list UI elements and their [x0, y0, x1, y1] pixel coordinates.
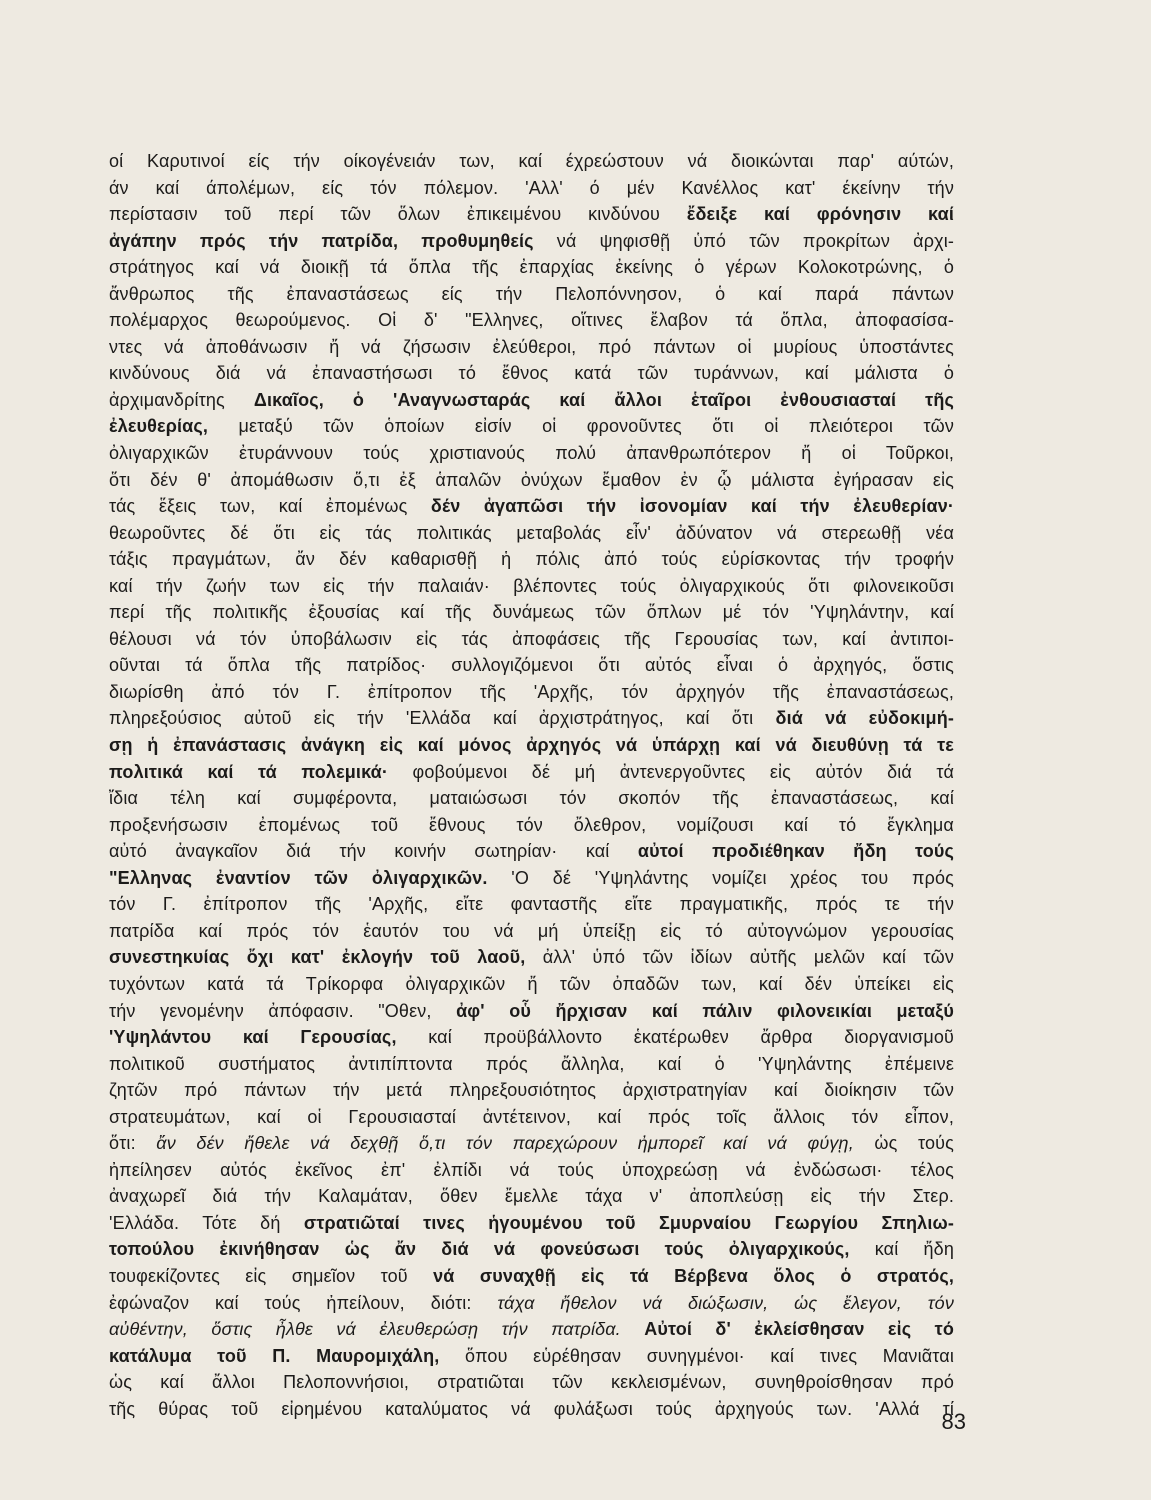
bold-text: Αὐτοί δ' ἐκλείσθησαν εἰς τό — [644, 1319, 955, 1340]
text-run: θεωροῦντες δέ ὅτι εἰς τάς πολιτικάς μεταβολάς εἶν' ἀδύνατον νά στερεωθῇ νέα — [109, 522, 954, 543]
text-run: περί τῆς πολιτικῆς ἐξουσίας καί τῆς δυνάμεως τῶν ὅπλων μέ τόν 'Υψηλάντην, καί — [109, 602, 954, 623]
text-run: ὡς τούς — [853, 1133, 954, 1154]
text-line — [109, 785, 954, 812]
text-run: μεταξύ τῶν ὁποίων εἰσίν οἱ φρονοῦντες ὅτι οἱ πλειότεροι τῶν — [208, 416, 954, 437]
bold-text: ἀγάπην πρός τήν πατρίδα, προθυμηθείς — [109, 230, 534, 251]
text-line — [109, 467, 954, 494]
text-run — [621, 1319, 644, 1339]
text-line — [109, 360, 954, 387]
text-line — [109, 387, 954, 414]
text-run: φοβούμενοι δέ μή ἀντενεργοῦντες εἰς αὐτόν διά τά — [388, 761, 954, 782]
bold-text: κατάλυμα τοῦ Π. Μαυρομιχάλη, — [109, 1345, 440, 1366]
bold-text: ἔδειξε καί φρόνησιν καί — [686, 204, 954, 225]
text-run: πατρίδα καί πρός τόν ἑαυτόν του νά μή ὑπείξῃ εἰς τό αὐτογνώμον γερουσίας — [109, 920, 954, 941]
text-line — [109, 1077, 954, 1104]
text-line — [109, 1104, 954, 1131]
text-line — [109, 307, 954, 334]
text-line — [109, 1210, 954, 1237]
text-run: ὡς καί ἄλλοι Πελοποννήσιοι, στρατιῶται τῶν κεκλεισμένων, συνηθροίσθησαν πρό — [109, 1372, 954, 1393]
text-line — [109, 1369, 954, 1396]
text-run: στράτηγος καί νά διοικῇ τά ὅπλα τῆς ἐπαρχίας ἐκείνης ὁ γέρων Κολοκοτρώνης, ὁ — [109, 257, 954, 278]
text-line — [109, 254, 954, 281]
text-line — [109, 1157, 954, 1184]
text-line — [109, 573, 954, 600]
text-line — [109, 759, 954, 786]
text-run: τάξις πραγμάτων, ἄν δέν καθαρισθῇ ἡ πόλις ἀπό τούς εὑρίσκοντας τήν τροφήν — [109, 549, 954, 570]
text-line — [109, 1316, 954, 1343]
text-line — [109, 679, 954, 706]
text-run: κινδύνους διά νά ἐπαναστήσωσι τό ἔθνος κατά τῶν τυράννων, καί μάλιστα ὁ — [109, 363, 954, 384]
text-run: διωρίσθη ἀπό τόν Γ. ἐπίτροπον τῆς 'Αρχῆς, τόν ἀρχηγόν τῆς ἐπαναστάσεως, — [109, 681, 954, 702]
bold-text: πολιτικά καί τά πολεμικά· — [109, 761, 389, 782]
text-line — [109, 201, 954, 228]
text-line — [109, 334, 954, 361]
text-run: ἠπείλησεν αὐτός ἐκεῖνος ἐπ' ἐλπίδι νά τούς ὑποχρεώσῃ νά ἐνδώσωσι· τέλος — [109, 1159, 954, 1180]
text-line — [109, 1051, 954, 1078]
text-run: 'Ο δέ 'Υψηλάντης νομίζει χρέος του πρός — [487, 867, 954, 888]
text-run: οῦνται τά ὅπλα τῆς πατρίδος· συλλογιζόμενοι ὅτι αὐτός εἶναι ὁ ἀρχηγός, ὅστις — [109, 655, 954, 676]
text-line — [109, 599, 954, 626]
text-run: 'Ελλάδα. Τότε δή — [109, 1212, 304, 1233]
text-run: άν καί άπολέμων, είς τόν πόλεμον. 'Αλλ' ό μέν Κανέλλος κατ' έκείνην τήν — [109, 177, 954, 198]
text-run: καί προϋβάλλοντο ἑκατέρωθεν ἄρθρα διοργανισμοῦ — [396, 1027, 954, 1048]
text-line — [109, 1263, 954, 1290]
text-run: ὅπου εὑρέθησαν συνηγμένοι· καί τινες Μανιᾶται — [439, 1345, 954, 1366]
bold-text: στρατιῶταί τινες ἡγουμένου τοῦ Σμυρναίου Γεωργίου Σπηλιω- — [303, 1212, 954, 1233]
text-run: τήν γενομένην ἀπόφασιν. "Οθεν, — [109, 1000, 457, 1021]
text-run: ζητῶν πρό πάντων τήν μετά πληρεξουσιότητος ἀρχιστρατηγίαν καί διοίκησιν τῶν — [109, 1080, 954, 1101]
text-run: οί Καρυτινοί είς τήν οίκογένειάν των, καί έχρεώστουν νά διοικώνται παρ' αύτών, — [109, 151, 954, 171]
text-line — [109, 413, 954, 440]
text-line — [109, 175, 954, 202]
page-number: 83 — [941, 1409, 966, 1434]
text-line — [109, 891, 954, 918]
text-run: πληρεξούσιος αὐτοῦ εἰς τήν 'Ελλάδα καί ἀρχιστράτηγος, καί ὅτι — [109, 708, 776, 729]
text-run: ὀλιγαρχικῶν ἐτυράννουν τούς χριστιανούς πολύ ἀπανθρωπότερον ἤ οἱ Τοῦρκοι, — [109, 443, 954, 464]
text-run: ἀλλ' ὑπό τῶν ἰδίων αὐτῆς μελῶν καί τῶν — [525, 947, 954, 968]
text-run: ὅτι: — [109, 1133, 157, 1154]
text-run: ὅτι δέν θ' ἀπομάθωσιν ὅ,τι ἐξ ἁπαλῶν ὀνύχων ἔμαθον ἐν ᾧ μάλιστα ἐγήρασαν εἰς — [109, 469, 954, 490]
text-line — [109, 148, 954, 175]
text-line — [109, 1396, 954, 1423]
text-line — [109, 281, 954, 308]
bold-text: 'Υψηλάντου καί Γερουσίας, — [109, 1027, 397, 1048]
text-line — [109, 998, 954, 1025]
text-run: ἴδια τέλη καί συμφέροντα, ματαιώσωσι τόν σκοπόν τῆς ἐπαναστάσεως, καί — [109, 788, 954, 809]
bold-text: τοπούλου ἐκινήθησαν ὡς ἄν διά νά φονεύσωσι τούς ὀλιγαρχικούς, — [109, 1239, 850, 1260]
bold-text: "Ελληνας ἐναντίον τῶν ὀλιγαρχικῶν. — [109, 867, 488, 888]
bold-text: νά συναχθῇ εἰς τά Βέρβενα ὅλος ὁ στρατός, — [433, 1265, 955, 1286]
italic-text: αὐθέντην, ὅστις ἦλθε νά ἐλευθερώσῃ τήν πατρίδα. — [109, 1319, 621, 1340]
text-run: καί ἤδη — [849, 1239, 954, 1260]
text-line — [109, 228, 954, 255]
text-run: ἀναχωρεῖ διά τήν Καλαμάταν, ὅθεν ἔμελλε τάχα ν' ἀποπλεύσῃ εἰς τήν Στερ. — [109, 1186, 954, 1207]
text-line — [109, 812, 954, 839]
text-line — [109, 944, 954, 971]
text-run: πολιτικοῦ συστήματος ἀντιπίπτοντα πρός ἄλληλα, καί ὁ 'Υψηλάντης ἐπέμεινε — [109, 1053, 954, 1074]
bold-text: Δικαῖος, ὁ 'Αναγνωσταράς καί ἄλλοι ἑταῖροι ἐνθουσιασταί τῆς — [253, 389, 954, 410]
text-run: προξενήσωσιν ἐπομένως τοῦ ἔθνους τόν ὄλεθρον, νομίζουσι καί τό ἔγκλημα — [109, 814, 954, 835]
italic-text: ἄν δέν ἤθελε νά δεχθῇ ὅ,τι τόν παρεχώρουν ἠμπορεῖ καί νά φύγῃ, — [156, 1133, 854, 1154]
bold-text: ἐλευθερίας, — [109, 416, 209, 437]
text-line — [109, 440, 954, 467]
text-run: ἀρχιμανδρίτης — [109, 389, 254, 410]
text-line — [109, 1290, 954, 1317]
body-text — [109, 148, 954, 1422]
text-line — [109, 1130, 954, 1157]
text-line — [109, 1024, 954, 1051]
text-line — [109, 971, 954, 998]
text-run: ἐφώναζον καί τούς ἠπείλουν, διότι: — [109, 1292, 498, 1313]
text-line — [109, 918, 954, 945]
text-line — [109, 493, 954, 520]
text-run: ἄνθρωπος τῆς ἐπαναστάσεως είς τήν Πελοπόννησον, ὁ καί παρά πάντων — [109, 283, 954, 304]
text-line — [109, 1236, 954, 1263]
text-run: τουφεκίζοντες εἰς σημεῖον τοῦ — [109, 1265, 434, 1286]
bold-text: δέν ἀγαπῶσι τήν ἰσονομίαν καί τήν ἐλευθερίαν· — [430, 496, 954, 517]
text-run: ντες νά ἀποθάνωσιν ἤ νά ζήσωσιν ἐλεύθεροι, πρό πάντων οἱ μυρίους ὑποστάντες — [109, 336, 954, 357]
text-line — [109, 1343, 954, 1370]
italic-text: τάχα ἤθελον νά διώξωσιν, ὡς ἔλεγον, τόν — [497, 1292, 954, 1313]
bold-text: συνεστηκυίας ὄχι κατ' ἐκλογήν τοῦ λαοῦ, — [109, 947, 526, 968]
bold-text: ἀφ' οὗ ἤρχισαν καί πάλιν φιλονεικίαι μεταξύ — [456, 1000, 955, 1021]
text-run: καί τήν ζωήν των εἰς τήν παλαιάν· βλέποντες τούς ὀλιγαρχικούς ὅτι φιλονεικοῦσι — [109, 575, 954, 596]
text-line — [109, 626, 954, 653]
text-line — [109, 1183, 954, 1210]
text-run: στρατευμάτων, καί οἱ Γερουσιασταί ἀντέτεινον, καί πρός τοῖς ἄλλοις τόν εἶπον, — [109, 1106, 954, 1127]
text-run: τῆς θύρας τοῦ εἰρημένου καταλύματος νά φυλάξωσι τούς ἀρχηγούς των. 'Αλλά τί — [109, 1398, 954, 1419]
bold-text: διά νά εὐδοκιμή- — [775, 708, 955, 729]
text-run: τόν Γ. ἐπίτροπον τῆς 'Αρχῆς, εἴτε φανταστῆς εἴτε πραγματικῆς, πρός τε τήν — [109, 894, 954, 915]
bold-text: σῃ ἡ ἐπανάστασις ἀνάγκη εἰς καί μόνος ἀρχηγός νά ὑπάρχῃ καί νά διευθύνῃ τά τε — [109, 735, 954, 756]
text-line — [109, 838, 954, 865]
text-run: τάς ἕξεις των, καί ἐπομένως — [109, 496, 431, 517]
text-run: νά ψηφισθῇ ὑπό τῶν προκρίτων ἀρχι- — [533, 230, 954, 251]
text-line — [109, 520, 954, 547]
text-line — [109, 652, 954, 679]
text-line — [109, 705, 954, 732]
text-run: περίστασιν τοῦ περί τῶν ὅλων ἐπικειμένου κινδύνου — [109, 204, 687, 225]
bold-text: αὐτοί προδιέθηκαν ἤδη τούς — [637, 841, 955, 862]
text-line — [109, 546, 954, 573]
text-line — [109, 732, 954, 759]
text-run: τυχόντων κατά τά Τρίκορφα ὀλιγαρχικῶν ἤ τῶν ὀπαδῶν των, καί δέν ὑπείκει εἰς — [109, 973, 954, 994]
text-run: θέλουσι νά τόν ὑποβάλωσιν εἰς τάς ἀποφάσεις τῆς Γερουσίας των, καί ἀντιποι- — [109, 628, 954, 649]
text-run: αὐτό ἀναγκαῖον διά τήν κοινήν σωτηρίαν· καί — [109, 841, 638, 862]
text-line — [109, 865, 954, 892]
text-run: πολέμαρχος θεωρούμενος. Οἱ δ' "Ελληνες, οἵτινες ἔλαβον τά ὅπλα, ἀποφασίσα- — [109, 310, 954, 331]
